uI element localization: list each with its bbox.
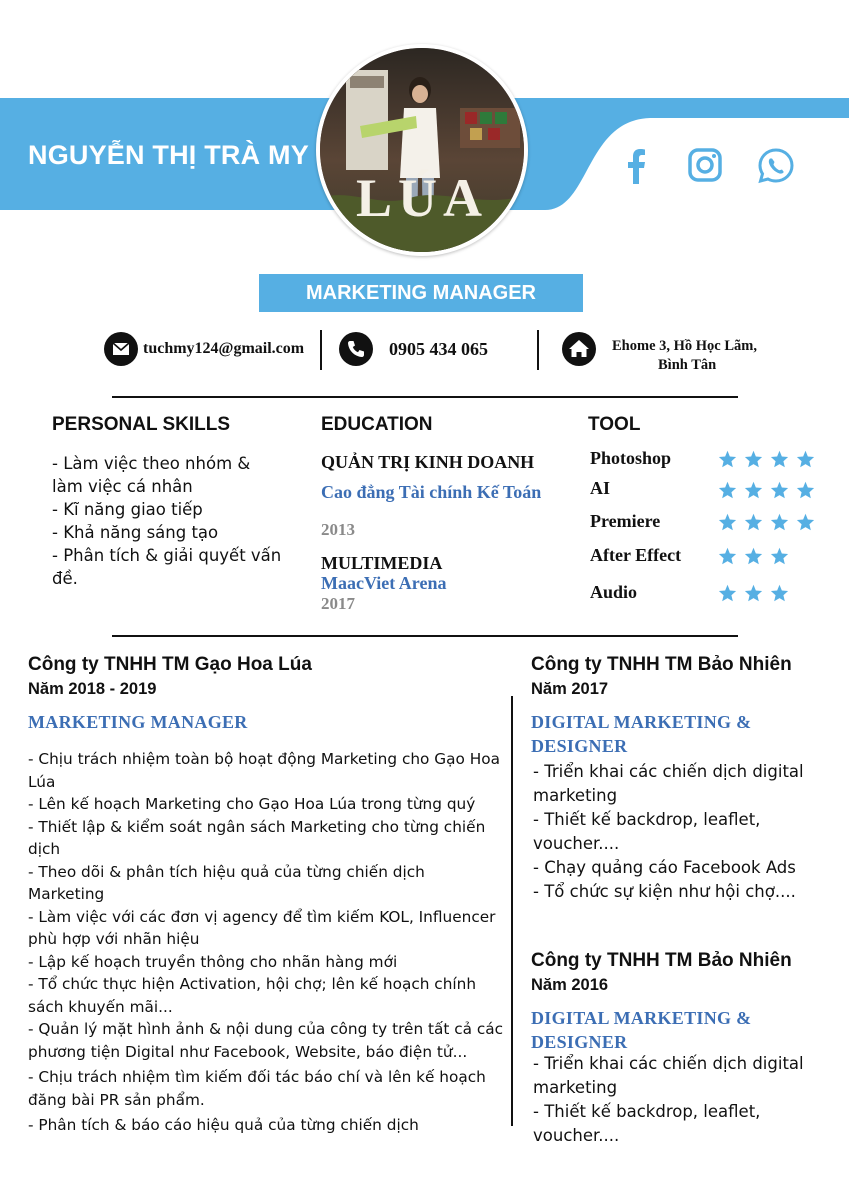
skill-item: - Kĩ năng giao tiếp (52, 500, 203, 519)
divider (112, 396, 738, 398)
work-role: MARKETING MANAGER (28, 712, 248, 732)
duty-item: - Thiết lập & kiểm soát ngân sách Marketing cho từng chiến dịch (28, 817, 486, 858)
tool-name: Audio (590, 582, 638, 602)
company-name: Công ty TNHH TM Gạo Hoa Lúa (28, 654, 312, 675)
instagram-icon[interactable] (686, 146, 726, 186)
divider (112, 635, 738, 637)
duty-item: - Chịu trách nhiệm toàn bộ hoạt động Marketing cho Gạo Hoa Lúa (28, 750, 500, 791)
rating-star-icon (718, 450, 740, 469)
rating-star-icon (744, 547, 766, 566)
rating-star-icon (744, 481, 766, 500)
duty-item: - Lập kế hoạch truyền thông cho nhãn hàng mới (28, 952, 398, 971)
duty-list (28, 748, 504, 1137)
rating-star-icon (770, 481, 792, 500)
rating-star-icon (744, 584, 766, 603)
contact-email[interactable]: tuchmy124@gmail.com (143, 340, 305, 357)
tool-rating (718, 450, 822, 469)
rating-star-icon (718, 584, 740, 603)
rating-star-icon (770, 547, 792, 566)
tool-name: After Effect (590, 545, 682, 565)
rating-star-icon (744, 513, 766, 532)
duty-item: - Chịu trách nhiệm tìm kiếm đối tác báo chí và lên kế hoạch đăng bài PR sản phẩm. (28, 1068, 486, 1109)
profile-photo (316, 44, 528, 256)
duty-item: - Làm việc với các đơn vị agency để tìm kiếm KOL, Influencer phù hợp với nhãn hiệu (28, 907, 496, 948)
skill-item: - Khả năng sáng tạo (52, 523, 219, 542)
duty-list (533, 760, 823, 904)
duty-item: - Tổ chức sự kiện như hội chợ.... (533, 882, 796, 901)
column-divider (511, 696, 513, 1126)
job-title: MARKETING MANAGER (259, 274, 583, 312)
contact-phone[interactable]: 0905 434 065 (389, 339, 488, 359)
education-heading: EDUCATION (321, 414, 433, 435)
rating-star-icon (718, 481, 740, 500)
tool-rating (718, 547, 796, 566)
rating-star-icon (796, 513, 818, 532)
duty-item: - Quản lý mặt hình ảnh & nội dung của công ty trên tất cả các phương tiện Digital như Facebook, Website, báo điện tử... (28, 1020, 504, 1061)
rating-star-icon (718, 513, 740, 532)
work-years: Năm 2016 (531, 976, 609, 994)
address-line-1: Ehome 3, Hồ Học Lãm, (612, 338, 757, 354)
duty-item: - Tổ chức thực hiện Activation, hội chợ; lên kế hoạch chính sách khuyến mãi... (28, 975, 477, 1016)
duty-item: - Thiết kế backdrop, leaflet, voucher.... (533, 1102, 761, 1145)
email-icon (104, 332, 138, 366)
contact-divider (537, 330, 539, 370)
duty-item: - Triển khai các chiến dịch digital marketing (533, 762, 804, 805)
company-name: Công ty TNHH TM Bảo Nhiên (531, 950, 792, 971)
education-major: QUẢN TRỊ KINH DOANH (321, 452, 535, 472)
candidate-name: NGUYỄN THỊ TRÀ MY (28, 140, 309, 170)
duty-item: - Chạy quảng cáo Facebook Ads (533, 858, 796, 877)
company-name: Công ty TNHH TM Bảo Nhiên (531, 654, 792, 675)
education-year: 2017 (321, 594, 355, 613)
duty-list (533, 1052, 823, 1148)
contact-divider (320, 330, 322, 370)
rating-star-icon (718, 547, 740, 566)
phone-icon (339, 332, 373, 366)
tools-heading: TOOL (588, 414, 641, 435)
duty-item: - Thiết kế backdrop, leaflet, voucher.... (533, 810, 761, 853)
tool-rating (718, 513, 822, 532)
skill-item: - Phân tích & giải quyết vấn đề. (52, 546, 282, 588)
work-role: DIGITAL MARKETING & DESIGNER (531, 1008, 752, 1052)
rating-star-icon (770, 584, 792, 603)
duty-item: - Lên kế hoạch Marketing cho Gạo Hoa Lúa trong từng quý (28, 795, 476, 813)
skills-heading: PERSONAL SKILLS (52, 414, 231, 435)
tool-rating (718, 481, 822, 500)
rating-star-icon (744, 450, 766, 469)
tool-rating (718, 584, 796, 603)
duty-item: - Triển khai các chiến dịch digital marketing (533, 1054, 804, 1097)
facebook-icon[interactable] (617, 146, 657, 186)
skill-item: - Làm việc theo nhóm & làm việc cá nhân (52, 454, 251, 496)
tool-name: Photoshop (590, 448, 672, 468)
education-year: 2013 (321, 520, 355, 539)
education-major: MULTIMEDIA (321, 553, 443, 573)
home-icon (562, 332, 596, 366)
contact-address (612, 337, 782, 375)
education-school: MaacViet Arena (321, 573, 447, 593)
rating-star-icon (796, 481, 818, 500)
work-years: Năm 2018 - 2019 (28, 680, 157, 698)
tool-name: Premiere (590, 511, 661, 531)
rating-star-icon (770, 450, 792, 469)
work-role: DIGITAL MARKETING & DESIGNER (531, 712, 752, 756)
education-school: Cao đẳng Tài chính Kế Toán (321, 482, 542, 502)
whatsapp-icon[interactable] (756, 146, 796, 186)
photo-sign-text: LÚA (355, 168, 489, 228)
duty-item: - Theo dõi & phân tích hiệu quả của từng chiến dịch Marketing (28, 862, 425, 903)
rating-star-icon (796, 450, 818, 469)
duty-item: - Phân tích & báo cáo hiệu quả của từng chiến dịch (28, 1116, 419, 1134)
skills-list (52, 452, 282, 590)
address-line-2: Bình Tân (658, 357, 717, 373)
work-years: Năm 2017 (531, 680, 609, 698)
tool-name: AI (590, 478, 611, 498)
rating-star-icon (770, 513, 792, 532)
